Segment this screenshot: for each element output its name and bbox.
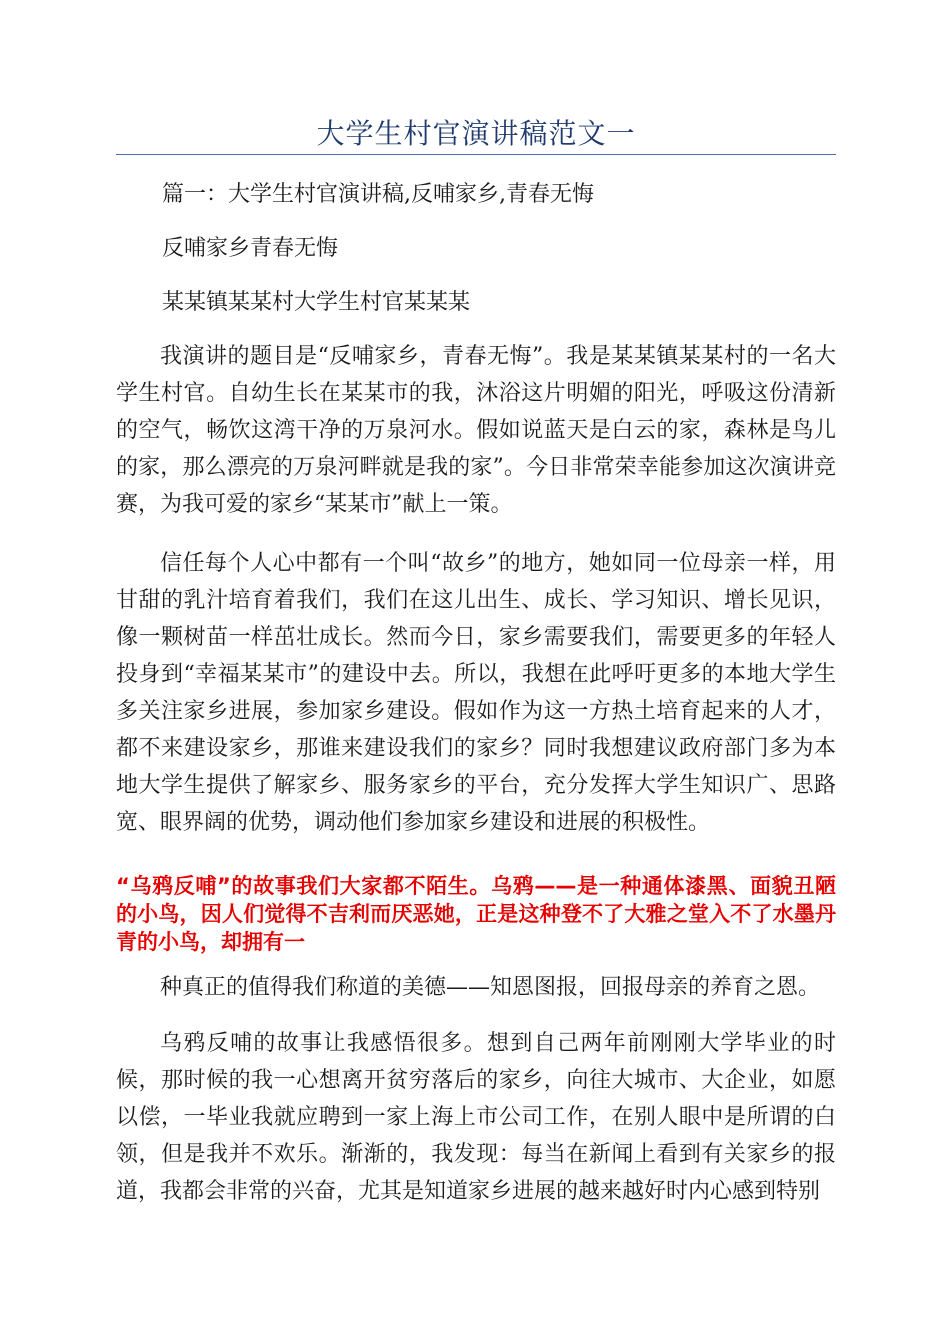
author-line: 某某镇某某村大学生村官某某某 [162, 290, 471, 315]
paragraph-3: 种真正的值得我们称道的美德——知恩图报，回报母亲的养育之恩。 [160, 975, 821, 1000]
paragraph-1: 我演讲的题目是“反哺家乡，青春无悔”。我是某某镇某某村的一名大学生村官。自幼生长在某某市的我，沐浴这片明媚的阳光，呼吸这份清新的空气，畅饮这湾干净的万泉河水。假如说蓝天是白云的家，森林是鸟儿的家，那么漂亮的万泉河畔就是我的家”。今日非常荣幸能参加这次演讲竞赛，为我可爱的家乡“某某市”献上一策。 [116, 344, 836, 517]
paragraph-4: 乌鸦反哺的故事让我感悟很多。想到自己两年前刚刚大学毕业的时候，那时候的我一心想离开贫穷落后的家乡，向往大城市、大企业，如愿以偿，一毕业我就应聘到一家上海上市公司工作，在别人眼中是所谓的白领，但是我并不欢乐。渐渐的，我发现：每当在新闻上看到有关家乡的报道，我都会非常的兴奋，尤其是知道家乡进展的越来越好时内心感到特别 [116, 1031, 836, 1204]
title-underline [116, 154, 836, 155]
paragraph-2: 信任每个人心中都有一个叫“故乡”的地方，她如同一位母亲一样，用甘甜的乳汁培育着我们，我们在这儿出生、成长、学习知识、增长见识，像一颗树苗一样茁壮成长。然而今日，家乡需要我们，需要更多的年轻人投身到“幸福某某市”的建设中去。所以，我想在此呼吁更多的本地大学生多关注家乡进展，参加家乡建设。假如作为这一方热土培育起来的人才，都不来建设家乡，那谁来建设我们的家乡？同时我想建议政府部门多为本地大学生提供了解家乡、服务家乡的平台，充分发挥大学生知识广、思路宽、眼界阔的优势，调动他们参加家乡建设和进展的积极性。 [116, 551, 836, 835]
subtitle-2: 反哺家乡青春无悔 [162, 236, 339, 261]
subtitle-1: 篇一：大学生村官演讲稿,反哺家乡,青春无悔 [162, 182, 594, 207]
highlighted-paragraph: “乌鸦反哺”的故事我们大家都不陌生。乌鸦——是一种通体漆黑、面貌丑陋的小鸟，因人们觉得不吉利而厌恶她，正是这种登不了大雅之堂入不了水墨丹青的小鸟，却拥有一 [116, 874, 836, 954]
document-title: 大学生村官演讲稿范文一 [316, 117, 636, 150]
